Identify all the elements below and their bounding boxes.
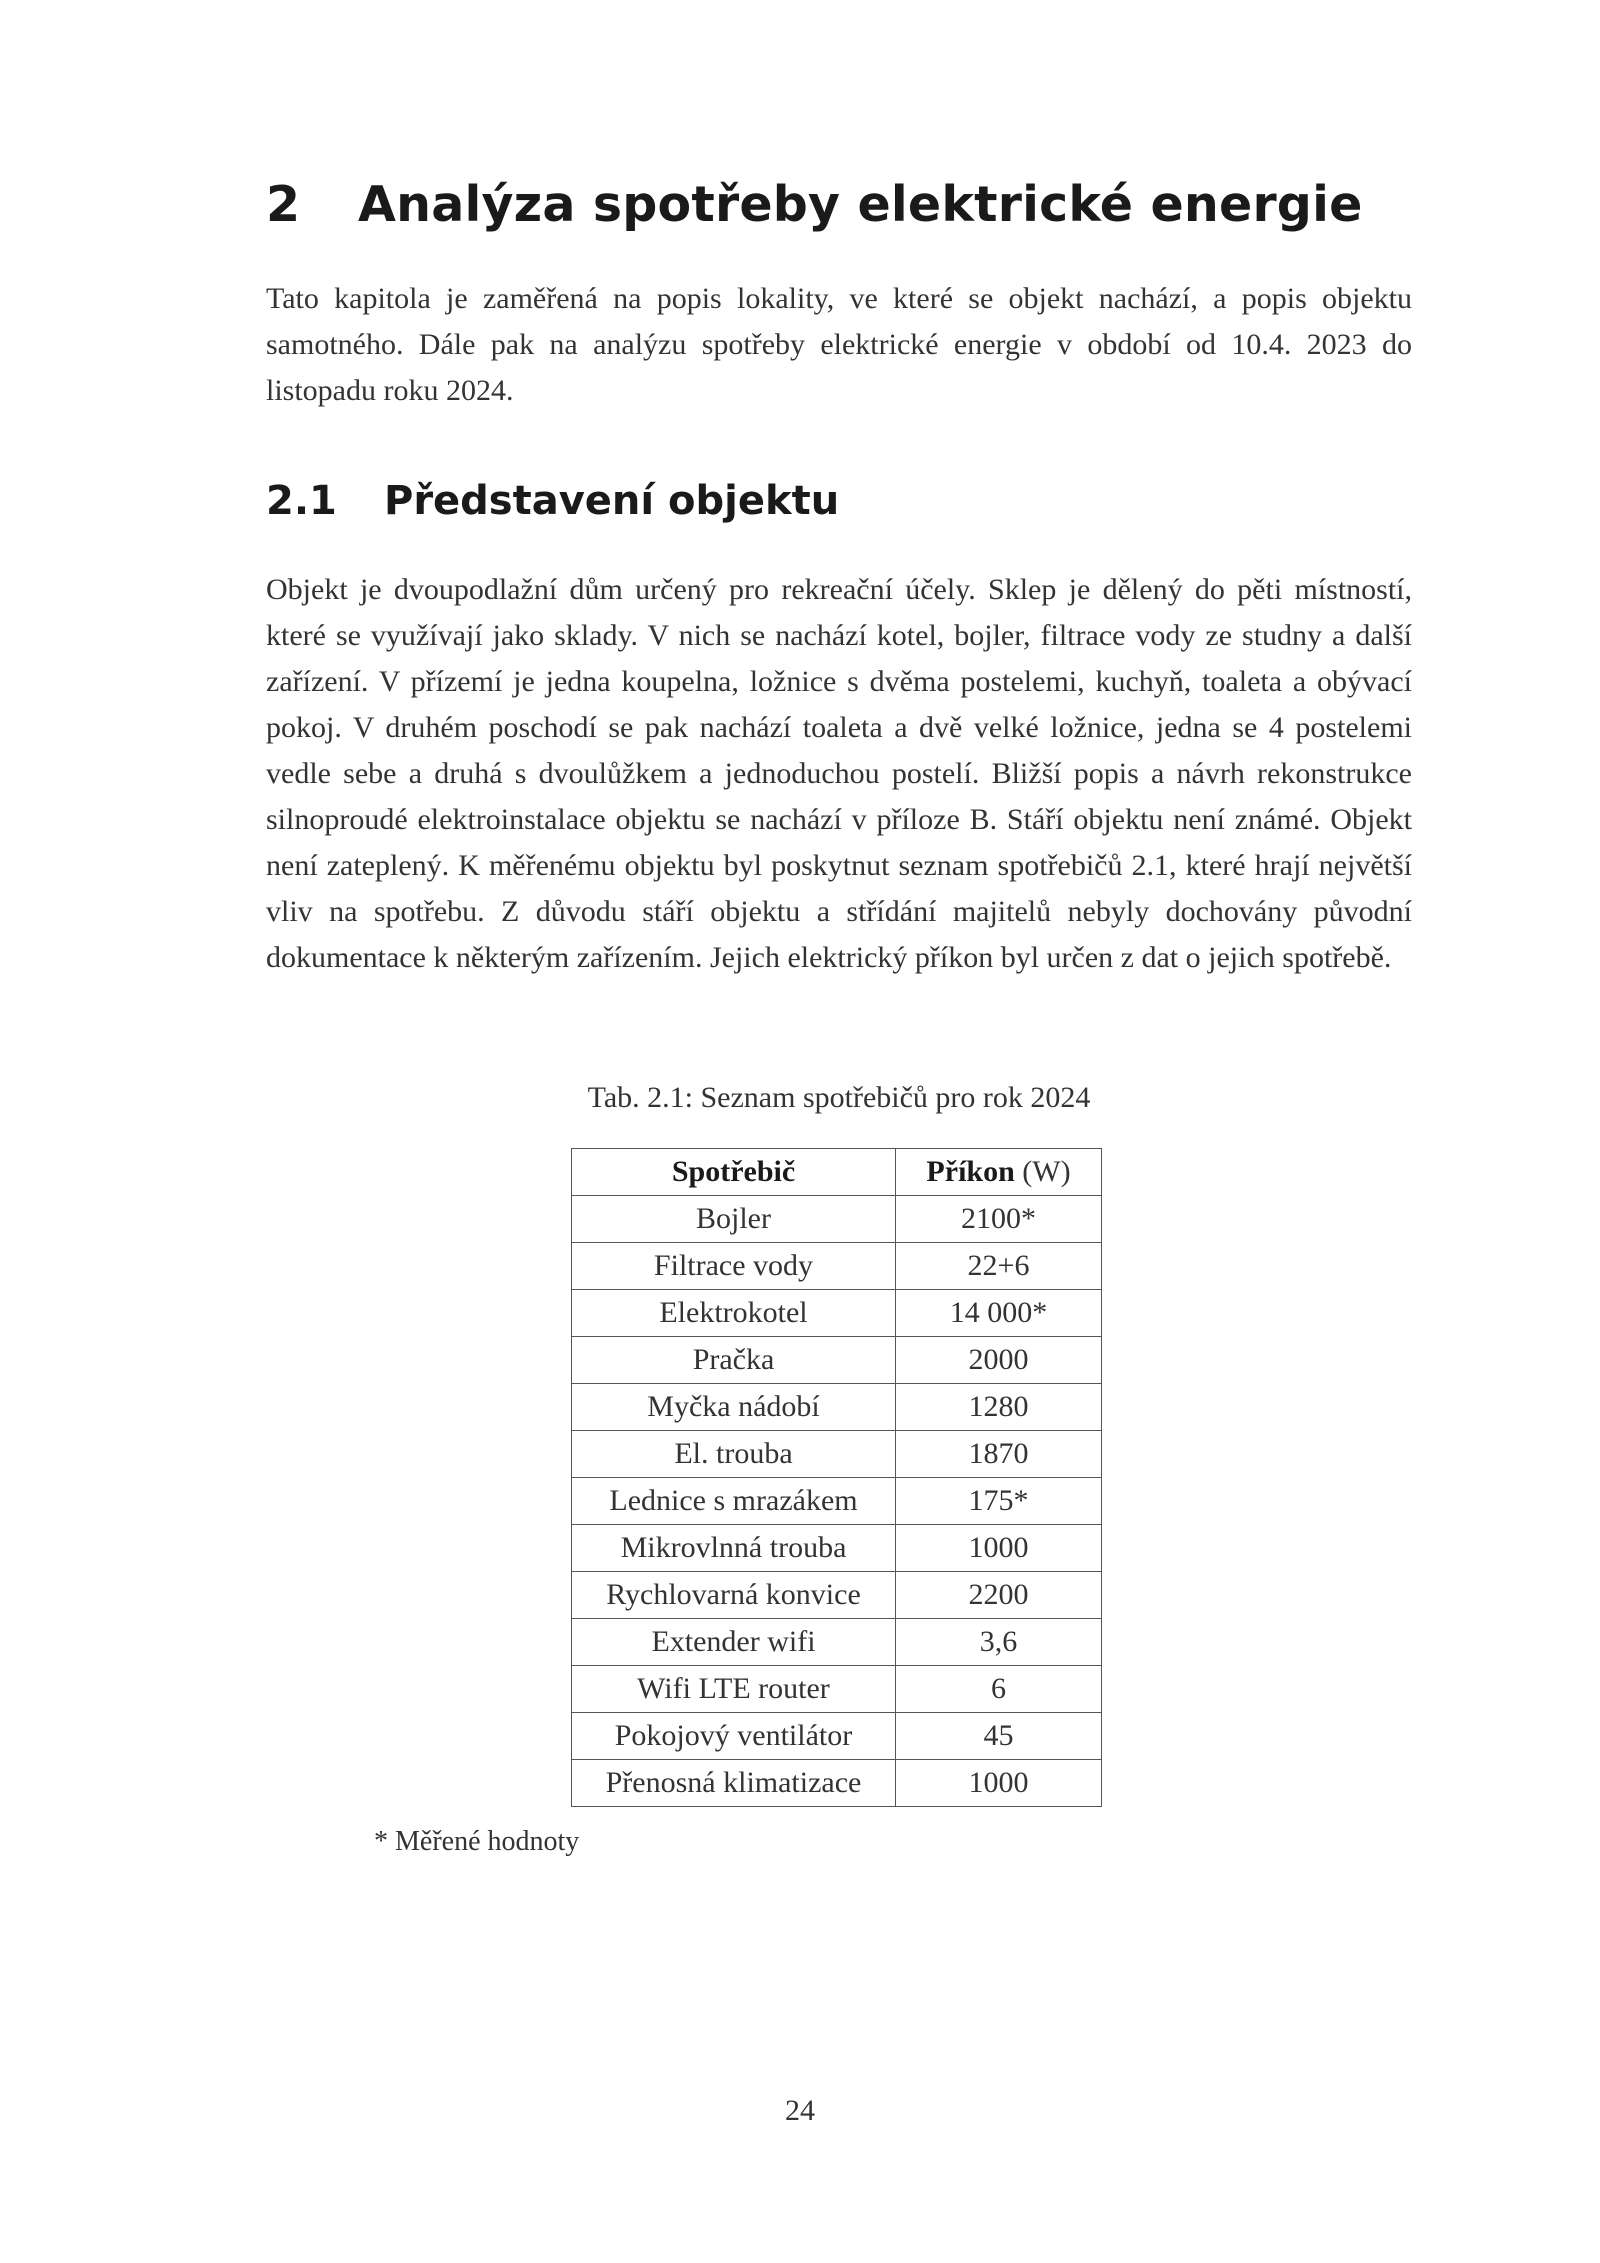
- chapter-title: Analýza spotřeby elektrické energie: [358, 176, 1363, 233]
- appliance-power-cell: 1000: [896, 1525, 1102, 1572]
- appliance-name-cell: El. trouba: [572, 1431, 896, 1478]
- section-number: 2.1: [266, 478, 337, 524]
- table-row: [572, 1290, 1102, 1337]
- table-row: [572, 1713, 1102, 1760]
- appliance-power-cell: 2100*: [896, 1196, 1102, 1243]
- chapter-number: 2: [266, 176, 301, 233]
- table-caption: Tab. 2.1: Seznam spotřebičů pro rok 2024: [587, 1081, 1091, 1114]
- appliance-power-cell: 6: [896, 1666, 1102, 1713]
- table-row: [572, 1760, 1102, 1807]
- appliance-name-cell: Přenosná klimatizace: [572, 1760, 896, 1807]
- table-row: [572, 1619, 1102, 1666]
- section-heading: [266, 478, 839, 524]
- appliance-name-cell: Rychlovarná konvice: [572, 1572, 896, 1619]
- appliance-name-cell: Pokojový ventilátor: [572, 1713, 896, 1760]
- table-row: [572, 1243, 1102, 1290]
- appliance-power-cell: 1870: [896, 1431, 1102, 1478]
- table-row: [572, 1384, 1102, 1431]
- table-row: [572, 1337, 1102, 1384]
- header-power-unit: (W): [1022, 1155, 1071, 1188]
- appliance-power-cell: 175*: [896, 1478, 1102, 1525]
- appliance-name-cell: Extender wifi: [572, 1619, 896, 1666]
- appliance-power-cell: 22+6: [896, 1243, 1102, 1290]
- table-row: [572, 1478, 1102, 1525]
- appliance-power-cell: 1000: [896, 1760, 1102, 1807]
- table-row: [572, 1431, 1102, 1478]
- appliance-name-cell: Filtrace vody: [572, 1243, 896, 1290]
- appliance-name-cell: Wifi LTE router: [572, 1666, 896, 1713]
- chapter-intro-paragraph: Tato kapitola je zaměřená na popis lokality, ve které se objekt nachází, a popis objektu samotného. Dále pak na analýzu spotřeby elektrické energie v období od 10.4. 2023 do listopadu roku 2024.: [266, 282, 1412, 407]
- table-footnote: * Měřené hodnoty: [374, 1826, 580, 1857]
- appliance-name-cell: Mikrovlnná trouba: [572, 1525, 896, 1572]
- appliance-name-cell: Elektrokotel: [572, 1290, 896, 1337]
- table-row: [572, 1666, 1102, 1713]
- header-power: [896, 1149, 1102, 1196]
- appliance-name-cell: Myčka nádobí: [572, 1384, 896, 1431]
- appliance-name-cell: Lednice s mrazákem: [572, 1478, 896, 1525]
- header-power-label: Příkon: [926, 1155, 1015, 1188]
- appliance-power-cell: 3,6: [896, 1619, 1102, 1666]
- section-paragraph: Objekt je dvoupodlažní dům určený pro rekreační účely. Sklep je dělený do pěti místností, které se využívají jako sklady. V nich se nachází kotel, bojler, filtrace vody ze studny a další zařízení. V přízemí je jedna koupelna, ložnice s dvěma postelemi, kuchyň, toaleta a obývací pokoj. V druhém poschodí se pak nachází toaleta a dvě velké ložnice, jedna se 4 postelemi vedle sebe a druhá s dvoulůžkem a jednoduchou postelí. Bližší popis a návrh rekonstrukce silnoproudé elektroinstalace objektu se nachází v příloze B. Stáří objektu není známé. Objekt není zateplený. K měřenému objektu byl poskytnut seznam spotřebičů 2.1, které hrají největší vliv na spotřebu. Z důvodu stáří objektu a střídání majitelů nebyly dochovány původní dokumentace k některým zařízením. Jejich elektrický příkon byl určen z dat o jejich spotřebě.: [266, 573, 1412, 974]
- header-appliance: Spotřebič: [572, 1149, 896, 1196]
- table-row: [572, 1572, 1102, 1619]
- appliance-power-cell: 14 000*: [896, 1290, 1102, 1337]
- appliance-table: [571, 1148, 1102, 1807]
- section-title: Představení objektu: [384, 478, 840, 524]
- appliance-power-cell: 1280: [896, 1384, 1102, 1431]
- table-header-row: [572, 1149, 1102, 1196]
- table-body: [572, 1196, 1102, 1807]
- appliance-name-cell: Bojler: [572, 1196, 896, 1243]
- appliance-name-cell: Pračka: [572, 1337, 896, 1384]
- table-row: [572, 1525, 1102, 1572]
- page-number: 24: [785, 2094, 815, 2127]
- appliance-power-cell: 2000: [896, 1337, 1102, 1384]
- appliance-power-cell: 45: [896, 1713, 1102, 1760]
- appliance-power-cell: 2200: [896, 1572, 1102, 1619]
- table-row: [572, 1196, 1102, 1243]
- chapter-heading: [266, 176, 1363, 233]
